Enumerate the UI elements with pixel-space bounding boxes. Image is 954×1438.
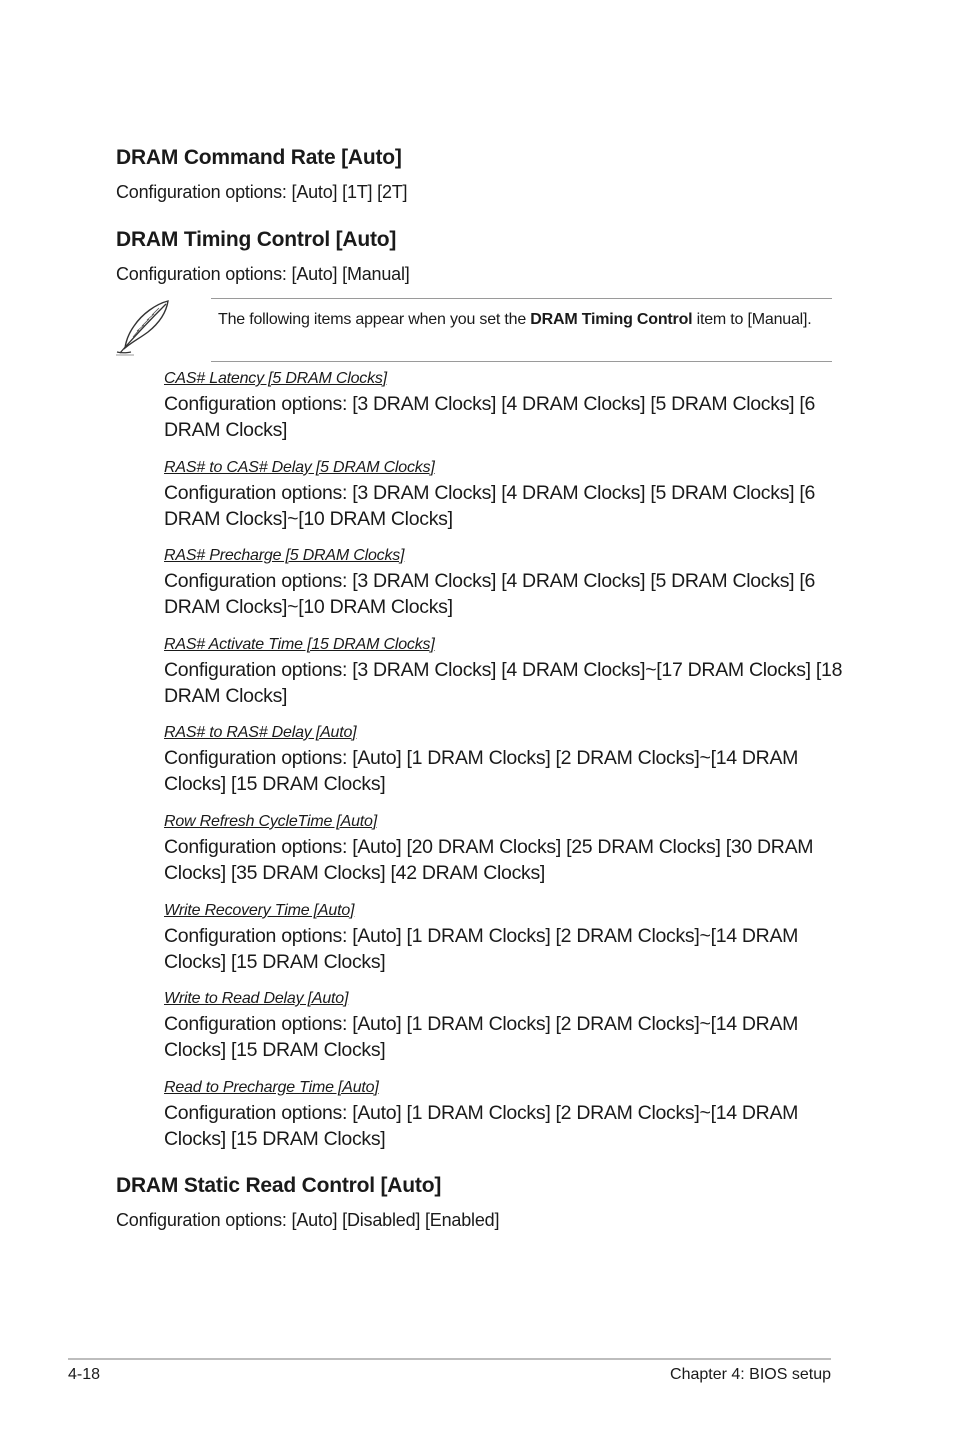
subitem-read-to-precharge-time [164,1077,844,1152]
subitem-write-recovery-time [164,900,844,975]
subitem-title: RAS# Precharge [5 DRAM Clocks] [164,547,405,564]
note-text-bold: DRAM Timing Control [530,311,693,328]
section-options-dram-command-rate: Configuration options: [Auto] [1T] [2T] [116,182,408,202]
subitem-row-refresh-cycle-time [164,811,844,886]
feather-pen-icon [112,298,174,356]
subitem-write-to-read-delay [164,988,844,1063]
footer-page-number: 4-18 [68,1366,101,1383]
subitem-ras-to-cas-delay [164,457,844,532]
note-bottom-rule [211,361,832,362]
subitem-cas-latency [164,368,844,443]
subitem-title: CAS# Latency [5 DRAM Clocks] [164,370,387,387]
subitem-title: RAS# to CAS# Delay [5 DRAM Clocks] [164,459,435,476]
footer-chapter: Chapter 4: BIOS setup [670,1366,831,1383]
subitem-ras-activate-time [164,634,844,709]
section-heading-dram-static-read-control: DRAM Static Read Control [Auto] [116,1174,442,1197]
subitem-ras-precharge [164,545,844,620]
subitem-ras-to-ras-delay [164,722,844,797]
subitem-title: RAS# Activate Time [15 DRAM Clocks] [164,636,435,653]
note-top-rule [211,298,832,299]
section-options-dram-timing-control: Configuration options: [Auto] [Manual] [116,264,410,284]
subitem-options: Configuration options: [Auto] [1 DRAM Clocks] [2 DRAM Clocks]~[14 DRAM Clocks] [15 DRAM Clocks] [164,1013,799,1061]
subitem-options: Configuration options: [3 DRAM Clocks] [4 DRAM Clocks]~[17 DRAM Clocks] [18 DRAM Clocks] [164,659,843,707]
footer-rule [68,1358,831,1360]
subitem-options: Configuration options: [3 DRAM Clocks] [4 DRAM Clocks] [5 DRAM Clocks] [6 DRAM Clocks] [164,393,816,441]
note-text-before: The following items appear when you set the [218,311,531,328]
subitem-title: Write Recovery Time [Auto] [164,902,355,919]
subitem-options: Configuration options: [3 DRAM Clocks] [4 DRAM Clocks] [5 DRAM Clocks] [6 DRAM Clocks]~[10 DRAM Clocks] [164,482,816,530]
subitem-title: Row Refresh CycleTime [Auto] [164,813,377,830]
note-text-after: item to [Manual]. [692,311,812,328]
subitem-options: Configuration options: [Auto] [1 DRAM Clocks] [2 DRAM Clocks]~[14 DRAM Clocks] [15 DRAM Clocks] [164,747,799,795]
subitem-options: Configuration options: [Auto] [1 DRAM Clocks] [2 DRAM Clocks]~[14 DRAM Clocks] [15 DRAM Clocks] [164,1102,799,1150]
subitem-options: Configuration options: [Auto] [1 DRAM Clocks] [2 DRAM Clocks]~[14 DRAM Clocks] [15 DRAM Clocks] [164,925,799,973]
subitem-title: RAS# to RAS# Delay [Auto] [164,724,357,741]
subitem-options: Configuration options: [3 DRAM Clocks] [4 DRAM Clocks] [5 DRAM Clocks] [6 DRAM Clocks]~[10 DRAM Clocks] [164,570,816,618]
note-text [218,308,818,331]
subitem-options: Configuration options: [Auto] [20 DRAM Clocks] [25 DRAM Clocks] [30 DRAM Clocks] [35 DRAM Clocks] [42 DRAM Clocks] [164,836,814,884]
section-heading-dram-command-rate: DRAM Command Rate [Auto] [116,146,402,169]
subitem-title: Write to Read Delay [Auto] [164,990,349,1007]
subitem-title: Read to Precharge Time [Auto] [164,1079,379,1096]
section-heading-dram-timing-control: DRAM Timing Control [Auto] [116,228,397,251]
section-options-dram-static-read-control: Configuration options: [Auto] [Disabled] [Enabled] [116,1210,500,1230]
